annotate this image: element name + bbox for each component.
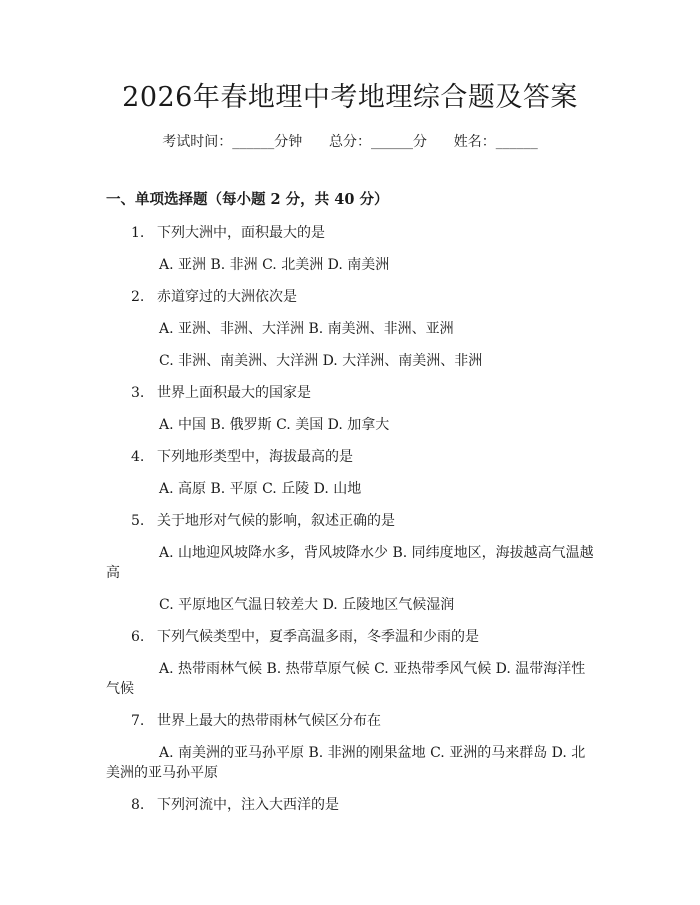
question-text: 下列大洲中，面积最大的是 [157, 225, 325, 241]
question-8 [131, 795, 339, 815]
question-4 [131, 447, 353, 467]
question-6-options-wrap: 气候 [106, 681, 134, 697]
question-text: 下列地形类型中，海拔最高的是 [157, 449, 353, 465]
question-text: 下列气候类型中，夏季高温多雨，冬季温和少雨的是 [157, 629, 479, 645]
question-5 [131, 511, 395, 531]
question-2-options-line-2: C. 非洲、南美洲、大洋洲 D. 大洋洲、南美洲、非洲 [159, 353, 483, 369]
question-number: 5. [131, 513, 145, 529]
question-number: 7. [131, 713, 145, 729]
question-7-options-line-1: A. 南美洲的亚马孙平原 B. 非洲的刚果盆地 C. 亚洲的马来群岛 D. 北 [159, 745, 586, 761]
student-name-field: 姓名：______ [453, 134, 538, 150]
question-5-options-line-1: A. 山地迎风坡降水多，背风坡降水少 B. 同纬度地区，海拔越高气温越 [159, 545, 594, 561]
question-text: 关于地形对气候的影响，叙述正确的是 [157, 513, 395, 529]
question-text: 下列河流中，注入大西洋的是 [157, 797, 339, 813]
question-number: 1. [131, 225, 145, 241]
question-1-options: A. 亚洲 B. 非洲 C. 北美洲 D. 南美洲 [159, 257, 390, 273]
question-2 [131, 287, 297, 307]
question-2-options-line-1: A. 亚洲、非洲、大洋洲 B. 南美洲、非洲、亚洲 [159, 321, 454, 337]
total-score-field: 总分：______分 [329, 134, 427, 150]
question-text: 世界上最大的热带雨林气候区分布在 [157, 713, 381, 729]
question-text: 赤道穿过的大洲依次是 [157, 289, 297, 305]
question-number: 4. [131, 449, 145, 465]
question-1 [131, 223, 325, 243]
question-3 [131, 383, 311, 403]
page-title: 2026年春地理中考地理综合题及答案 [122, 82, 578, 113]
question-text: 世界上面积最大的国家是 [157, 385, 311, 401]
exam-time-field: 考试时间：______分钟 [162, 134, 303, 150]
question-number: 6. [131, 629, 145, 645]
section-heading: 一、单项选择题（每小题 2 分，共 40 分） [106, 191, 389, 208]
question-number: 2. [131, 289, 145, 305]
question-number: 3. [131, 385, 145, 401]
question-5-options-line-2: C. 平原地区气温日较差大 D. 丘陵地区气候湿润 [159, 597, 455, 613]
question-5-options-wrap: 高 [106, 565, 120, 581]
question-7 [131, 711, 381, 731]
question-6-options-line-1: A. 热带雨林气候 B. 热带草原气候 C. 亚热带季风气候 D. 温带海洋性 [159, 661, 586, 677]
question-number: 8. [131, 797, 145, 813]
question-7-options-wrap: 美洲的亚马孙平原 [106, 765, 218, 781]
question-6 [131, 627, 479, 647]
exam-info-line [0, 132, 700, 152]
question-4-options: A. 高原 B. 平原 C. 丘陵 D. 山地 [159, 481, 362, 497]
question-3-options: A. 中国 B. 俄罗斯 C. 美国 D. 加拿大 [159, 417, 390, 433]
